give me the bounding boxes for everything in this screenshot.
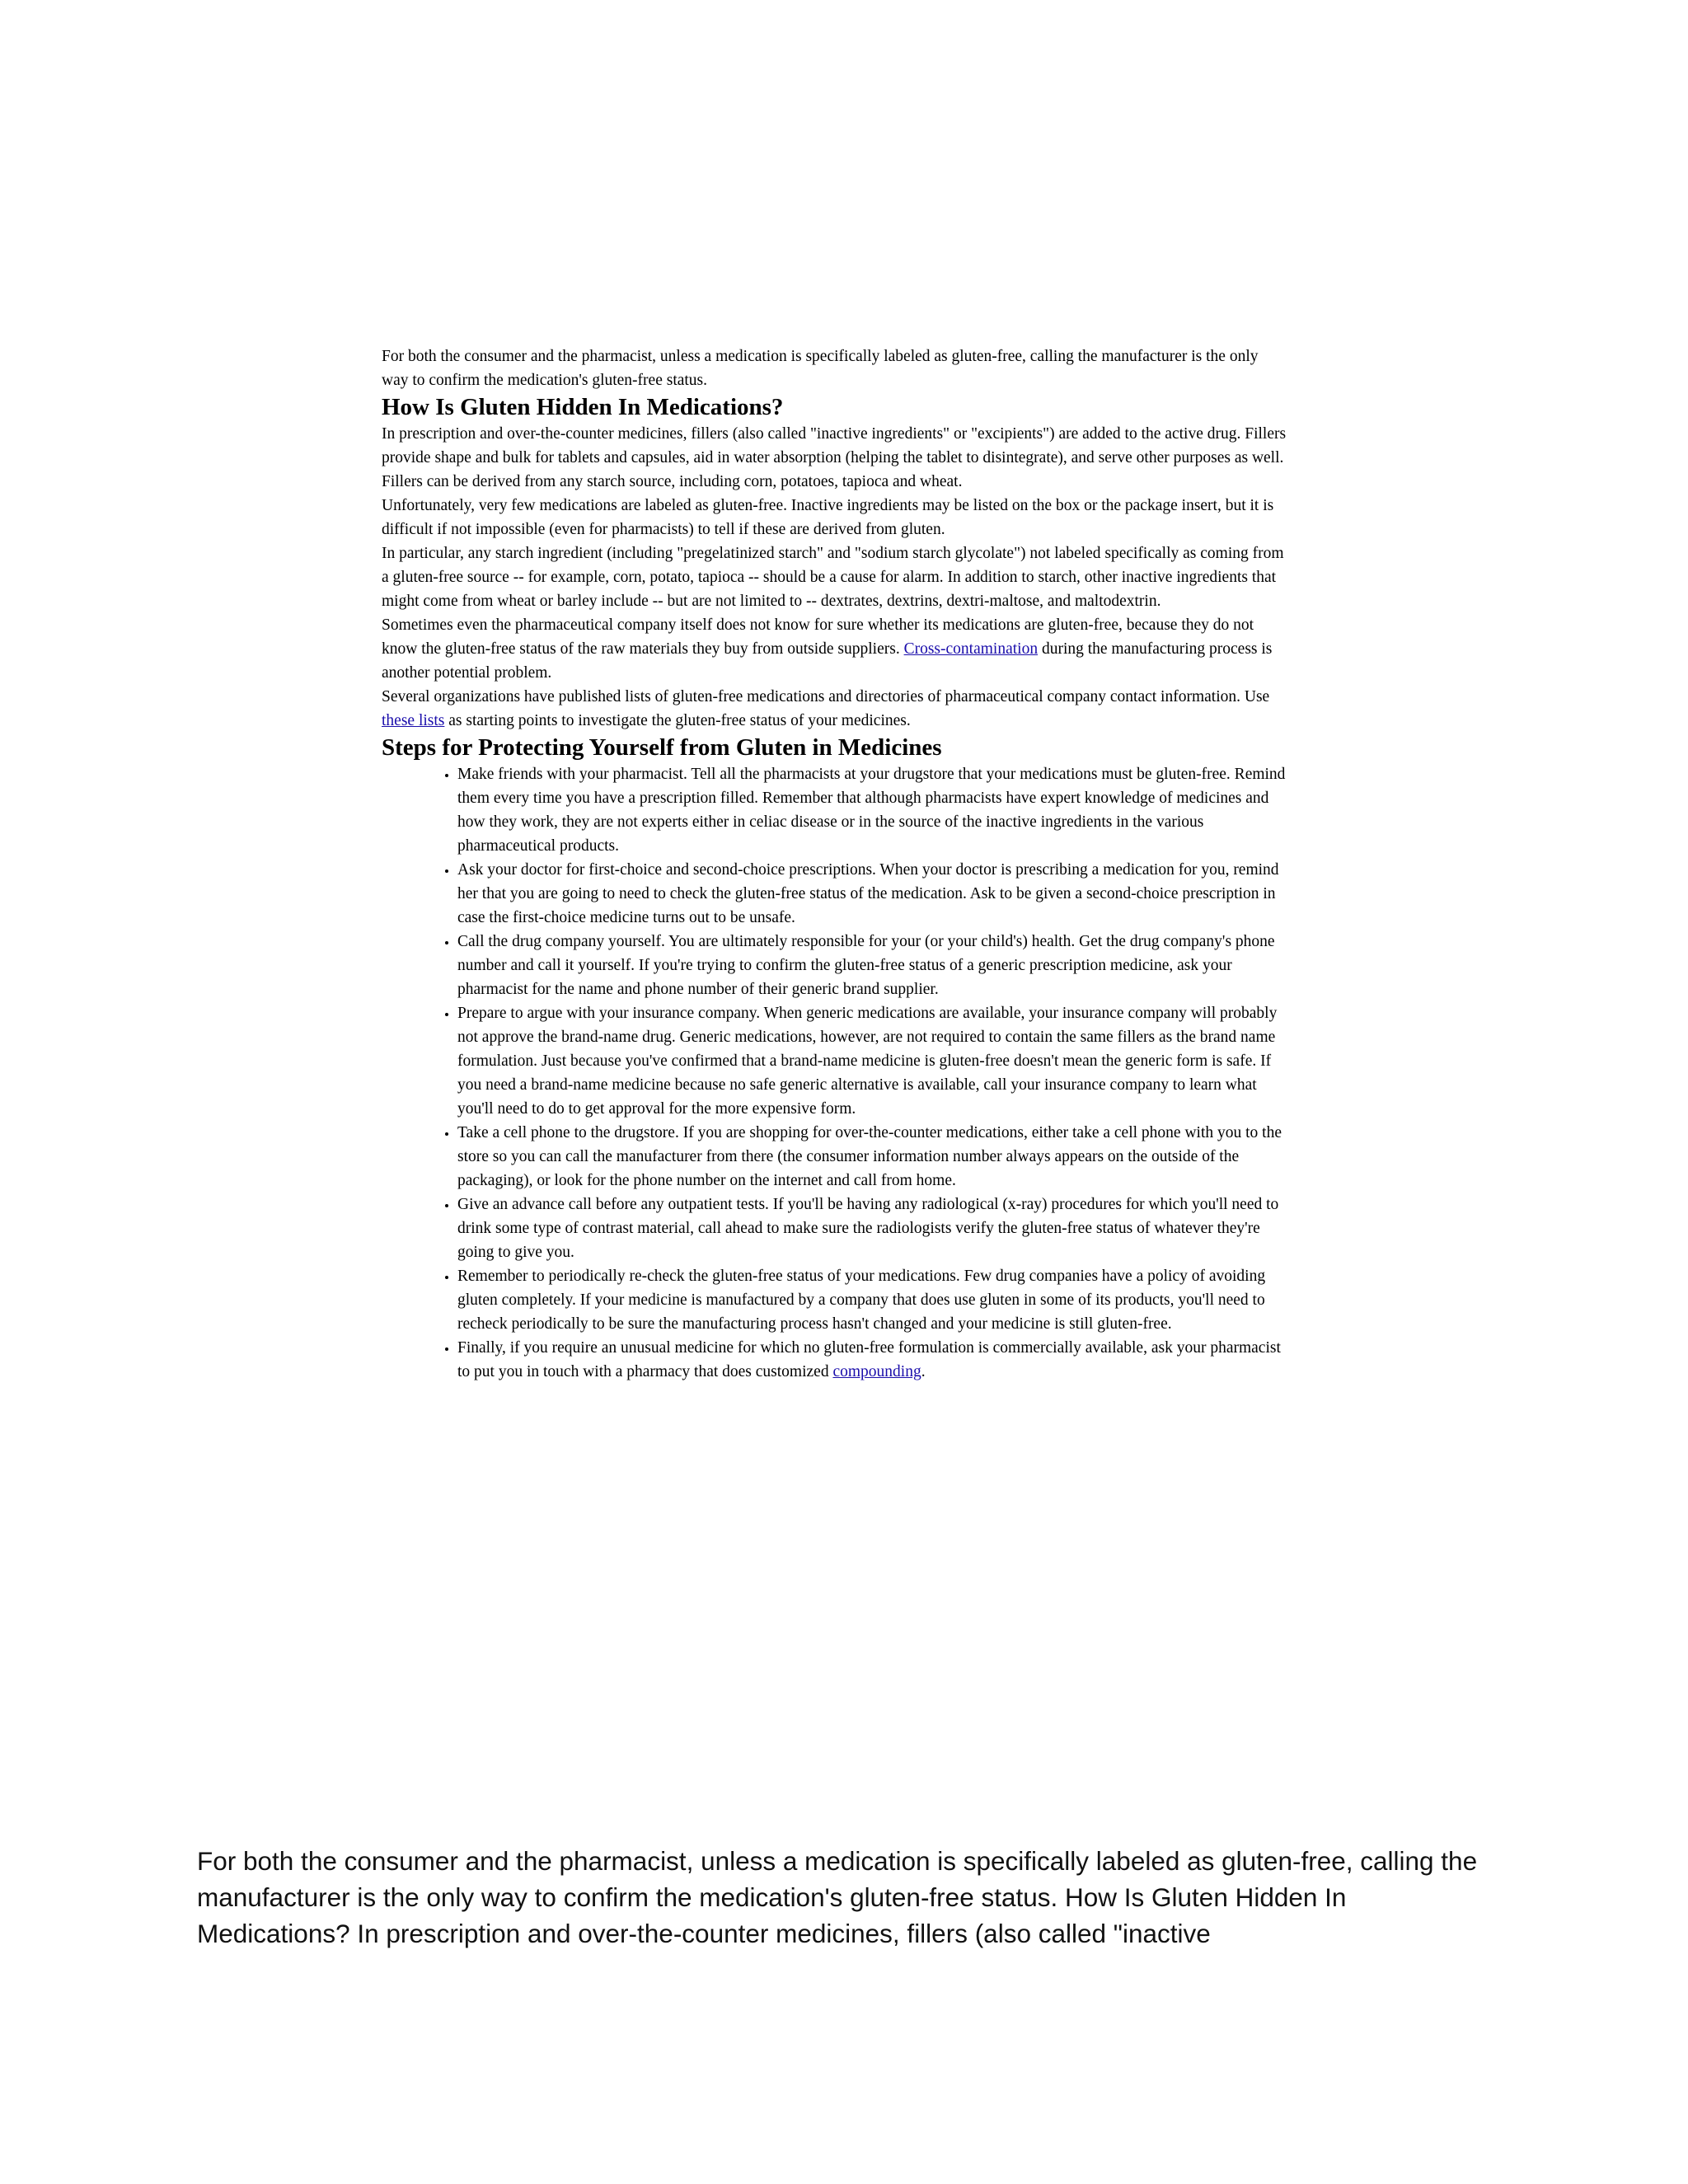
section-heading-protecting-yourself: Steps for Protecting Yourself from Gluten in Medicines [382, 734, 942, 761]
paragraph-fillers: In prescription and over-the-counter medicines, fillers (also called "inactive ingredients" or "excipients") are added to the active drug. Fillers provide shape and bulk for tablets and capsules, aid in water absorption (helping the tablet to disintegrate), and serve other purposes as well. Fillers can be derived from any starch source, including corn, potatoes, tapioca and wheat. [382, 425, 1287, 490]
paragraph-starch: In particular, any starch ingredient (including "pregelatinized starch" and "sodium starch glycolate") not labeled specifically as coming from a gluten-free source -- for example, corn, potato, tapioca -- should be a cause for alarm. In addition to starch, other inactive ingredients that might come from wheat or barley include -- but are not limited to -- dextrates, dextrins, dextri-maltose, and maltodextrin. [382, 545, 1284, 610]
steps-list [382, 762, 1288, 1384]
list-item: • Give an advance call before any outpatient tests. If you'll be having any radiological (x-ray) procedures for which you'll need to drink some type of contrast material, call ahead to make sure the radiologists verify the gluten-free status of whatever they're going to give you. [457, 1193, 1288, 1264]
compounding-link[interactable]: compounding [832, 1363, 921, 1380]
list-item: • Take a cell phone to the drugstore. If you are shopping for over-the-counter medications, either take a cell phone with you to the store so you can call the manufacturer from there (the consumer information number always appears on the outside of the packaging), or look for the phone number on the internet and call from home. [457, 1121, 1288, 1193]
intro-paragraph: For both the consumer and the pharmacist, unless a medication is specifically labeled as gluten-free, calling the manufacturer is the only way to confirm the medication's gluten-free status. [382, 348, 1259, 389]
paragraph-lists [382, 685, 1288, 733]
list-item: • Prepare to argue with your insurance company. When generic medications are available, your insurance company will probably not approve the brand-name drug. Generic medications, however, are not required to contain the same fillers as the brand name formulation. Just because you've confirmed that a brand-name medicine is gluten-free doesn't mean the generic form is safe. If you need a brand-name medicine because no safe generic alternative is available, call your insurance company to learn what you'll need to do to get approval for the more expensive form. [457, 1001, 1288, 1121]
paragraph-suppliers-text-end: during the manufacturing process is another potential problem. [382, 640, 1273, 682]
cross-contamination-link[interactable]: Cross-contamination [903, 640, 1039, 658]
paragraph-lists-text-end: as starting points to investigate the gluten-free status of your medicines. [444, 712, 911, 729]
list-item: • Make friends with your pharmacist. Tell all the pharmacists at your drugstore that your medications must be gluten-free. Remind them every time you have a prescription filled. Remember that although pharmacists have expert knowledge of medicines and how they work, they are not experts either in celiac disease or in the source of the inactive ingredients in the various pharmaceutical products. [457, 762, 1288, 858]
extracted-text-paragraph: For both the consumer and the pharmacist, unless a medication is specifically labeled as gluten-free, calling the manufacturer is the only way to confirm the medication's gluten-free status. How Is Gluten Hidden In Medications? In prescription and over-the-counter medicines, fillers (also called "inactive [197, 1846, 1478, 1948]
list-item [457, 1336, 1288, 1384]
list-item-text: Finally, if you require an unusual medicine for which no gluten-free formulation is commercially available, ask your pharmacist to put you in touch with a pharmacy that does customized [457, 1339, 1281, 1380]
paragraph-suppliers-text: Sometimes even the pharmaceutical company itself does not know for sure whether its medications are gluten-free, because they do not know the gluten-free status of the raw materials they buy from outside suppliers. [382, 616, 1254, 658]
paragraph-lists-text: Several organizations have published lists of gluten-free medications and directories of pharmaceutical company contact information. Use [382, 688, 1270, 705]
list-item: • Ask your doctor for first-choice and second-choice prescriptions. When your doctor is prescribing a medication for you, remind her that you are going to need to check the gluten-free status of the medication. Ask to be given a second-choice prescription in case the first-choice medicine turns out to be unsafe. [457, 858, 1288, 930]
scanned-document [382, 344, 1288, 1384]
list-item-text-end: . [921, 1363, 926, 1380]
these-lists-link[interactable]: these lists [382, 712, 445, 729]
section-heading-hidden-gluten: How Is Gluten Hidden In Medications? [382, 394, 784, 420]
list-item: • Call the drug company yourself. You are ultimately responsible for your (or your child's) health. Get the drug company's phone number and call it yourself. If you're trying to confirm the gluten-free status of a generic prescription medicine, ask your pharmacist for the name and phone number of their generic brand supplier. [457, 930, 1288, 1001]
list-item: • Remember to periodically re-check the gluten-free status of your medications. Few drug companies have a policy of avoiding gluten completely. If your medicine is manufactured by a company that does use gluten in some of its products, you'll need to recheck periodically to be sure the manufacturing process hasn't changed and your medicine is still gluten-free. [457, 1264, 1288, 1336]
paragraph-labeling: Unfortunately, very few medications are labeled as gluten-free. Inactive ingredients may be listed on the box or the package insert, but it is difficult if not impossible (even for pharmacists) to tell if these are derived from gluten. [382, 497, 1274, 538]
paragraph-suppliers [382, 613, 1288, 685]
